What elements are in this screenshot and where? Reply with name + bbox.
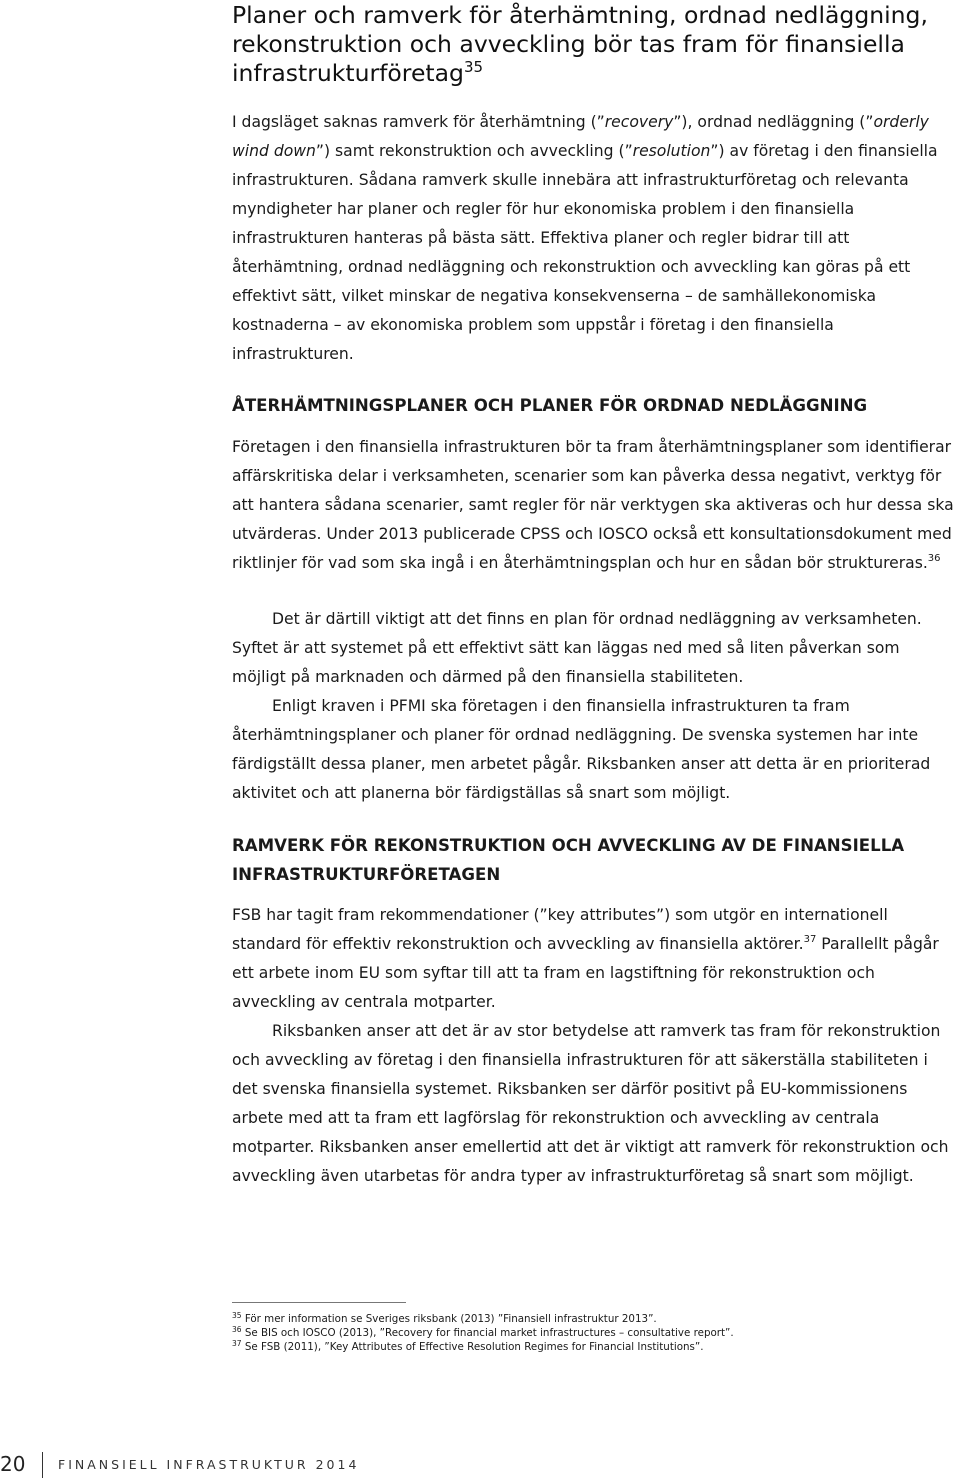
intro-text-1: I dagsläget saknas ramverk för återhämtning (” — [232, 113, 605, 131]
footer-divider — [42, 1452, 43, 1478]
section1-paragraph-2: Det är därtill viktigt att det finns en plan för ordnad nedläggning av verksamheten. Syftet är att systemet på ett effektivt sätt kan läggas ned med så liten påverkan som möjligt på marknaden och därmed på den finansiella stabiliteten. — [232, 610, 922, 686]
intro-text-2: ”), ordnad nedläggning (” — [673, 113, 874, 131]
footnote-ref-37: 37 — [803, 934, 817, 945]
section1-p1-text: Företagen i den finansiella infrastrukturen bör ta fram återhämtningsplaner som identifierar affärskritiska delar i verksamheten, scenarier som kan påverka dessa negativt, verktyg för att hantera sådana scenarier, samt regler för när verktygen ska aktiveras och hur dessa ska utvärderas. Under 2013 publicerade CPSS och IOSCO också ett konsultationsdokument med riktlinjer för vad som ska ingå i en återhämtningsplan och hur en sådan bör struktureras. — [232, 438, 954, 572]
page-number: 20 — [0, 1452, 26, 1476]
footnote-ref-35: 35 — [463, 58, 484, 76]
footnote-36 — [232, 1326, 956, 1340]
publication-title: FINANSIELL INFRASTRUKTUR 2014 — [58, 1457, 360, 1472]
footnote-ref-36: 36 — [927, 553, 941, 564]
section2-paragraph-2: Riksbanken anser att det är av stor betydelse att ramverk tas fram för rekonstruktion och avveckling av företag i den finansiella infrastrukturen för att säkerställa stabiliteten i det svenska finansiella systemet. Riksbanken ser därför positivt på EU-kommissionens arbete med att ta fram ett lagförslag för rekonstruktion och avveckling av centrala motparter. Riksbanken anser emellertid att det är viktigt att ramverk för rekonstruktion och avveckling även utarbetas för andra typer av infrastrukturföretag så snart som möjligt. — [232, 1022, 949, 1185]
intro-text-4: ”) av företag i den finansiella infrastrukturen. Sådana ramverk skulle innebära att infrastrukturföretag och relevanta myndigheter har planer och regler för hur ekonomiska problem i den finansiella infrastrukturen hanteras på bästa sätt. Effektiva planer och regler bidrar till att återhämtning, ordnad nedläggning och rekonstruktion och avveckling kan göras på ett effektivt sätt, vilket minskar de negativa konsekvenserna – de samhällekonomiska kostnaderna – av ekonomiska problem som uppstår i företag i den finansiella infrastrukturen. — [232, 142, 938, 363]
page-title — [232, 1, 956, 88]
intro-paragraph — [232, 108, 956, 369]
title-text: Planer och ramverk för återhämtning, ordnad nedläggning, rekonstruktion och avveckling bör tas fram för finansiella infrastrukturföretag — [232, 1, 928, 87]
footnote-number: 35 — [232, 1311, 242, 1320]
section2-p1-text-a: FSB har tagit fram rekommendationer (”key attributes”) som utgör en internationell standard för effektiv rekonstruktion och avveckling av finansiella aktörer. — [232, 906, 888, 953]
section-heading-recovery: ÅTERHÄMTNINGSPLANER OCH PLANER FÖR ORDNAD NEDLÄGGNING — [232, 396, 868, 415]
footnote-divider — [232, 1302, 406, 1303]
footnote-text: För mer information se Sveriges riksbank (2013) ”Finansiell infrastruktur 2013”. — [241, 1313, 657, 1325]
footnote-37 — [232, 1340, 956, 1354]
footnote-number: 37 — [232, 1339, 242, 1348]
intro-term-recovery: recovery — [604, 113, 674, 131]
intro-term-orderly-wind-down: orderly wind down — [232, 113, 929, 160]
intro-text-3: ”) samt rekonstruktion och avveckling (” — [315, 142, 633, 160]
intro-term-resolution: resolution — [632, 142, 711, 160]
page-footer — [0, 1452, 960, 1478]
footnote-35 — [232, 1312, 956, 1326]
section1-paragraph-1 — [232, 433, 956, 578]
section2-p1-text-b: Parallellt pågår ett arbete inom EU som syftar till att ta fram en lagstiftning för rekonstruktion och avveckling av centrala motparter. — [232, 935, 939, 1011]
footnote-text: Se BIS och IOSCO (2013), ”Recovery for financial market infrastructures – consultative report”. — [241, 1327, 734, 1339]
footnote-text: Se FSB (2011), ”Key Attributes of Effective Resolution Regimes for Financial Institutions”. — [241, 1341, 704, 1353]
section-heading-resolution: RAMVERK FÖR REKONSTRUKTION OCH AVVECKLING AV DE FINANSIELLA INFRASTRUKTURFÖRETAGEN — [232, 836, 905, 884]
footnote-number: 36 — [232, 1325, 242, 1334]
section1-paragraph-3: Enligt kraven i PFMI ska företagen i den finansiella infrastrukturen ta fram återhämtningsplaner och planer för ordnad nedläggning. De svenska systemen har inte färdigställt dessa planer, men arbetet pågår. Riksbanken anser att detta är en prioriterad aktivitet och att planerna bör färdigställas så snart som möjligt. — [232, 697, 931, 802]
section2-paragraph-1 — [232, 901, 956, 1017]
